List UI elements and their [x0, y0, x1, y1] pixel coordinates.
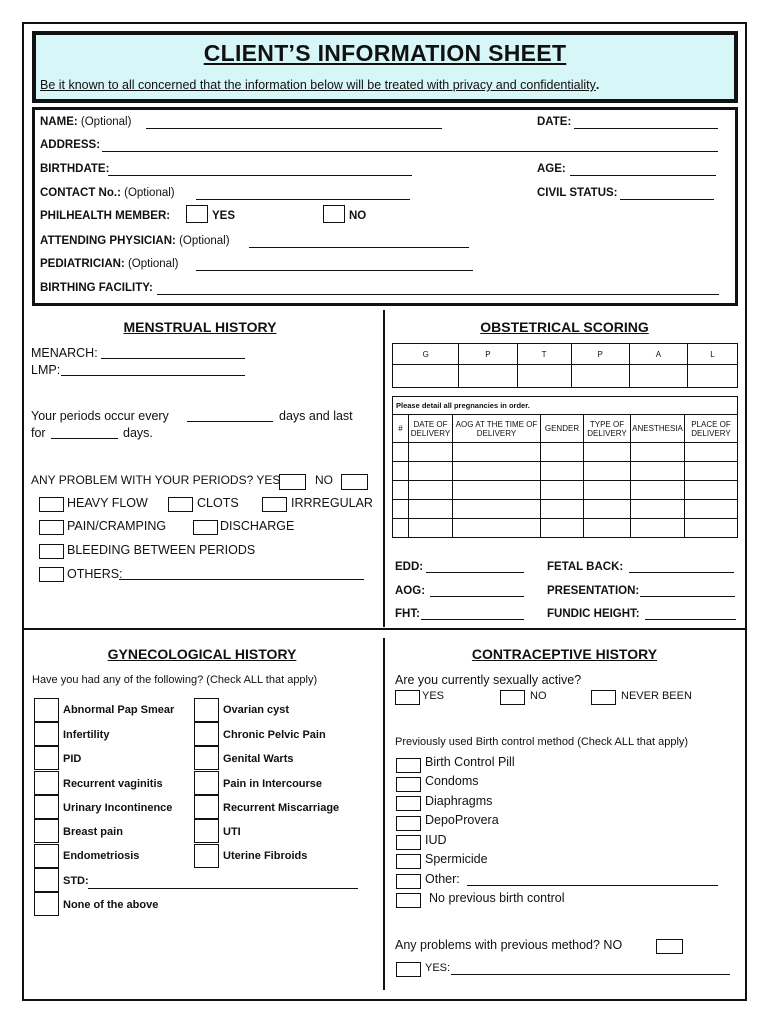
- birthing-facility-label: BIRTHING FACILITY:: [40, 282, 153, 294]
- score-header-t: T: [517, 344, 571, 365]
- problems-no-checkbox[interactable]: [656, 939, 683, 954]
- client-info-box: [32, 107, 738, 306]
- address-field[interactable]: [102, 151, 718, 152]
- col-place-of-delivery: PLACE OF DELIVERY: [685, 415, 738, 443]
- col-aog: AOG AT THE TIME OF DELIVERY: [453, 415, 541, 443]
- endometriosis-label: Endometriosis: [63, 850, 140, 862]
- problems-question: Any problems with previous method? NO: [395, 938, 623, 952]
- endometriosis-checkbox[interactable]: [34, 844, 59, 868]
- pediatrician-field[interactable]: [196, 270, 473, 271]
- others-label: OTHERS:: [67, 567, 123, 581]
- ovarian-cyst-label: Ovarian cyst: [223, 704, 290, 716]
- table-cell[interactable]: [453, 462, 541, 481]
- depoprovera-label: DepoProvera: [425, 813, 499, 827]
- table-row: [393, 519, 738, 538]
- table-cell[interactable]: [584, 519, 631, 538]
- privacy-notice-end: .: [595, 78, 600, 92]
- depoprovera-checkbox[interactable]: [396, 816, 421, 831]
- aog-label: AOG:: [395, 585, 426, 597]
- infertility-checkbox[interactable]: [34, 722, 59, 746]
- periods-text-b: days and last: [279, 409, 353, 423]
- fundic-height-label: FUNDIC HEIGHT:: [547, 608, 640, 620]
- divider-lower: [383, 638, 385, 990]
- table-cell[interactable]: [541, 462, 584, 481]
- name-field[interactable]: [146, 128, 442, 129]
- none-of-above-checkbox[interactable]: [34, 892, 59, 916]
- col-number: #: [393, 415, 409, 443]
- previous-method-question: Previously used Birth control method (Check ALL that apply): [395, 736, 689, 748]
- col-date-of-delivery: DATE OF DELIVERY: [409, 415, 453, 443]
- physician-field[interactable]: [249, 247, 469, 248]
- sexually-active-question: Are you currently sexually active?: [395, 673, 582, 687]
- problems-yes-field[interactable]: [451, 974, 730, 975]
- pain-cramping-label: PAIN/CRAMPING: [67, 519, 167, 533]
- menarch-field[interactable]: [101, 358, 245, 359]
- table-cell[interactable]: [631, 519, 685, 538]
- discharge-checkbox[interactable]: [193, 520, 218, 535]
- others-checkbox[interactable]: [39, 567, 64, 582]
- table-cell[interactable]: [685, 443, 738, 462]
- table-cell[interactable]: [541, 481, 584, 500]
- score-cell[interactable]: [393, 365, 459, 388]
- periods-text-d: days.: [123, 426, 153, 440]
- iud-label: IUD: [425, 833, 447, 847]
- table-cell[interactable]: [541, 443, 584, 462]
- physician-optional: (Optional): [179, 235, 230, 247]
- table-cell[interactable]: [541, 519, 584, 538]
- table-cell[interactable]: [631, 462, 685, 481]
- presentation-field[interactable]: [640, 596, 735, 597]
- period-problem-question: ANY PROBLEM WITH YOUR PERIODS? YES: [31, 473, 281, 487]
- table-cell[interactable]: [685, 500, 738, 519]
- name-optional: (Optional): [80, 116, 132, 128]
- gtpal-header-row: [393, 344, 738, 365]
- obstetrical-scoring-title: OBSTETRICAL SCORING: [480, 319, 649, 335]
- fht-field[interactable]: [421, 619, 524, 620]
- table-cell[interactable]: [541, 500, 584, 519]
- never-been-checkbox[interactable]: [591, 690, 616, 705]
- table-cell[interactable]: [409, 443, 453, 462]
- pregnancy-table: [392, 396, 738, 538]
- table-cell[interactable]: [584, 500, 631, 519]
- period-problem-no-label: NO: [315, 473, 333, 487]
- table-row: [393, 443, 738, 462]
- diaphragms-checkbox[interactable]: [396, 796, 421, 811]
- pain-intercourse-checkbox[interactable]: [194, 771, 219, 795]
- table-row: [393, 462, 738, 481]
- chronic-pelvic-pain-checkbox[interactable]: [194, 722, 219, 746]
- table-cell[interactable]: [631, 500, 685, 519]
- privacy-notice: [40, 78, 599, 92]
- other-method-label: Other:: [425, 872, 460, 886]
- uti-label: UTI: [223, 826, 241, 838]
- pain-intercourse-label: Pain in Intercourse: [223, 778, 323, 790]
- pediatrician-optional: (Optional): [127, 258, 179, 270]
- uterine-fibroids-checkbox[interactable]: [194, 844, 219, 868]
- clots-checkbox[interactable]: [168, 497, 193, 512]
- score-cell[interactable]: [629, 365, 687, 388]
- philhealth-yes-label: YES: [212, 210, 236, 222]
- fht-label: FHT:: [395, 608, 420, 620]
- chronic-pelvic-pain-label: Chronic Pelvic Pain: [223, 729, 326, 741]
- table-cell[interactable]: [453, 519, 541, 538]
- name-label: [40, 116, 131, 128]
- other-method-field[interactable]: [467, 885, 718, 886]
- no-previous-label: No previous birth control: [429, 891, 565, 905]
- period-duration-field[interactable]: [51, 438, 118, 439]
- table-row: [393, 481, 738, 500]
- table-cell[interactable]: [393, 519, 409, 538]
- privacy-notice-text: Be it known to all concerned that the information below will be treated with privacy and confidentiality: [40, 78, 596, 92]
- score-header-a: A: [629, 344, 687, 365]
- std-label: STD:: [63, 875, 89, 887]
- header-banner: [32, 31, 738, 103]
- iud-checkbox[interactable]: [396, 835, 421, 850]
- irregular-checkbox[interactable]: [262, 497, 287, 512]
- table-cell[interactable]: [685, 462, 738, 481]
- table-cell[interactable]: [685, 481, 738, 500]
- bleeding-between-checkbox[interactable]: [39, 544, 64, 559]
- score-header-l: L: [687, 344, 737, 365]
- infertility-label: Infertility: [63, 729, 110, 741]
- score-cell[interactable]: [571, 365, 629, 388]
- pediatrician-label: [40, 258, 178, 270]
- table-cell[interactable]: [409, 500, 453, 519]
- table-cell[interactable]: [685, 519, 738, 538]
- birth-control-pill-label: Birth Control Pill: [425, 755, 515, 769]
- divider-middle: [22, 628, 747, 630]
- table-cell[interactable]: [631, 481, 685, 500]
- contact-label-text: CONTACT No.:: [40, 187, 121, 199]
- gtpal-entry-row: [393, 365, 738, 388]
- score-cell[interactable]: [459, 365, 517, 388]
- date-field[interactable]: [574, 128, 718, 129]
- contact-field[interactable]: [196, 199, 410, 200]
- table-cell[interactable]: [393, 481, 409, 500]
- none-of-above-label: None of the above: [63, 899, 159, 911]
- period-problem-yes-checkbox[interactable]: [279, 474, 306, 490]
- sexually-active-no-checkbox[interactable]: [500, 690, 525, 705]
- physician-label-text: ATTENDING PHYSICIAN:: [40, 235, 176, 247]
- uterine-fibroids-label: Uterine Fibroids: [223, 850, 308, 862]
- table-cell[interactable]: [409, 519, 453, 538]
- pregnancy-note: Please detail all pregnancies in order.: [393, 397, 738, 415]
- col-gender: GENDER: [541, 415, 584, 443]
- recurrent-miscarriage-checkbox[interactable]: [194, 795, 219, 819]
- bleeding-between-label: BLEEDING BETWEEN PERIODS: [67, 543, 256, 557]
- score-header-p2: P: [571, 344, 629, 365]
- philhealth-no-checkbox[interactable]: [323, 205, 345, 223]
- recurrent-miscarriage-label: Recurrent Miscarriage: [223, 802, 340, 814]
- col-anesthesia: ANESTHESIA: [631, 415, 685, 443]
- no-previous-checkbox[interactable]: [396, 893, 421, 908]
- table-cell[interactable]: [453, 481, 541, 500]
- table-cell[interactable]: [393, 500, 409, 519]
- discharge-label: DISCHARGE: [220, 519, 295, 533]
- edd-field[interactable]: [426, 572, 524, 573]
- philhealth-label: PHILHEALTH MEMBER:: [40, 210, 171, 222]
- contact-optional: (Optional): [124, 187, 175, 199]
- others-field[interactable]: [119, 579, 364, 580]
- birthing-facility-field[interactable]: [157, 294, 719, 295]
- table-cell[interactable]: [584, 462, 631, 481]
- presentation-label: PRESENTATION:: [547, 585, 640, 597]
- pediatrician-label-text: PEDIATRICIAN:: [40, 258, 125, 270]
- table-cell[interactable]: [393, 443, 409, 462]
- table-cell[interactable]: [453, 500, 541, 519]
- never-been-label: NEVER BEEN: [621, 690, 692, 702]
- sexually-active-yes-label: YES: [422, 690, 445, 702]
- birthdate-label: BIRTHDATE:: [40, 163, 110, 175]
- gynecological-history-title: GYNECOLOGICAL HISTORY: [107, 646, 297, 662]
- heavy-flow-label: HEAVY FLOW: [67, 496, 148, 510]
- score-cell[interactable]: [687, 365, 737, 388]
- pregnancy-header-row: [393, 415, 738, 443]
- condoms-label: Condoms: [425, 774, 479, 788]
- std-field[interactable]: [88, 888, 358, 889]
- recurrent-vaginitis-checkbox[interactable]: [34, 771, 59, 795]
- edd-label: EDD:: [395, 561, 424, 573]
- contraceptive-history-title: CONTRACEPTIVE HISTORY: [471, 646, 658, 662]
- date-label: DATE:: [537, 116, 572, 128]
- fetal-back-label: FETAL BACK:: [547, 561, 624, 573]
- civil-status-label: CIVIL STATUS:: [537, 187, 618, 199]
- age-field[interactable]: [570, 175, 716, 176]
- birth-control-pill-checkbox[interactable]: [396, 758, 421, 773]
- sexually-active-no-label: NO: [530, 690, 547, 702]
- fundic-height-field[interactable]: [645, 619, 736, 620]
- period-interval-field[interactable]: [187, 421, 273, 422]
- periods-text-c: for: [31, 426, 46, 440]
- table-row: [393, 500, 738, 519]
- gtpal-score-table: [392, 343, 738, 388]
- pid-checkbox[interactable]: [34, 746, 59, 770]
- name-label-text: NAME:: [40, 116, 78, 128]
- spermicide-label: Spermicide: [425, 852, 488, 866]
- lmp-field[interactable]: [61, 375, 245, 376]
- abnormal-pap-checkbox[interactable]: [34, 698, 59, 722]
- heavy-flow-checkbox[interactable]: [39, 497, 64, 512]
- urinary-incontinence-checkbox[interactable]: [34, 795, 59, 819]
- table-cell[interactable]: [409, 481, 453, 500]
- table-cell[interactable]: [584, 481, 631, 500]
- genital-warts-label: Genital Warts: [223, 753, 294, 765]
- periods-text-a: Your periods occur every: [31, 409, 169, 423]
- divider-upper: [383, 310, 385, 627]
- col-type-of-delivery: TYPE OF DELIVERY: [584, 415, 631, 443]
- birthdate-field[interactable]: [108, 175, 412, 176]
- aog-field[interactable]: [430, 596, 524, 597]
- table-cell[interactable]: [393, 462, 409, 481]
- table-cell[interactable]: [584, 443, 631, 462]
- table-cell[interactable]: [453, 443, 541, 462]
- score-header-p: P: [459, 344, 517, 365]
- other-method-checkbox[interactable]: [396, 874, 421, 889]
- abnormal-pap-label: Abnormal Pap Smear: [63, 704, 175, 716]
- philhealth-yes-checkbox[interactable]: [186, 205, 208, 223]
- diaphragms-label: Diaphragms: [425, 794, 493, 808]
- age-label: AGE:: [537, 163, 566, 175]
- physician-label: [40, 235, 230, 247]
- lmp-label: LMP:: [31, 363, 61, 377]
- irregular-label: IRRREGULAR: [291, 496, 373, 510]
- urinary-incontinence-label: Urinary Incontinence: [63, 802, 173, 814]
- pain-cramping-checkbox[interactable]: [39, 520, 64, 535]
- problems-yes-checkbox[interactable]: [396, 962, 421, 977]
- menstrual-history-title: MENSTRUAL HISTORY: [123, 319, 277, 335]
- problems-yes-label: YES:: [425, 962, 451, 974]
- table-cell[interactable]: [631, 443, 685, 462]
- table-cell[interactable]: [409, 462, 453, 481]
- fetal-back-field[interactable]: [629, 572, 734, 573]
- genital-warts-checkbox[interactable]: [194, 746, 219, 770]
- score-header-g: G: [393, 344, 459, 365]
- period-problem-no-checkbox[interactable]: [341, 474, 368, 490]
- pregnancy-note-row: [393, 397, 738, 415]
- philhealth-no-label: NO: [349, 210, 367, 222]
- breast-pain-label: Breast pain: [63, 826, 123, 838]
- sexually-active-yes-checkbox[interactable]: [395, 690, 420, 705]
- clots-label: CLOTS: [197, 496, 239, 510]
- breast-pain-checkbox[interactable]: [34, 819, 59, 843]
- std-checkbox[interactable]: [34, 868, 59, 892]
- pid-label: PID: [63, 753, 82, 765]
- score-cell[interactable]: [517, 365, 571, 388]
- page-title: CLIENT’S INFORMATION SHEET: [203, 40, 567, 66]
- menarch-label: MENARCH:: [31, 346, 98, 360]
- civil-status-field[interactable]: [620, 199, 714, 200]
- spermicide-checkbox[interactable]: [396, 854, 421, 869]
- address-label: ADDRESS:: [40, 139, 101, 151]
- gyne-question: Have you had any of the following? (Check ALL that apply): [32, 674, 318, 686]
- uti-checkbox[interactable]: [194, 819, 219, 843]
- condoms-checkbox[interactable]: [396, 777, 421, 792]
- ovarian-cyst-checkbox[interactable]: [194, 698, 219, 722]
- contact-label: [40, 187, 175, 199]
- recurrent-vaginitis-label: Recurrent vaginitis: [63, 778, 163, 790]
